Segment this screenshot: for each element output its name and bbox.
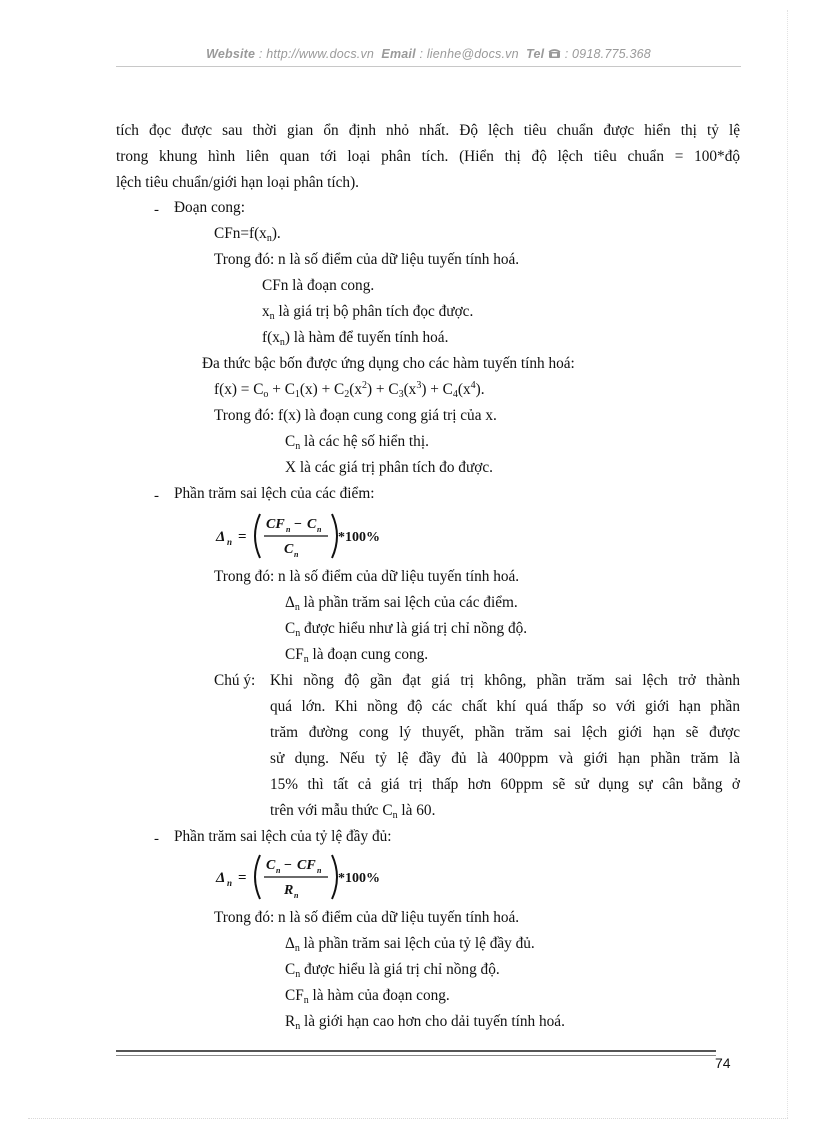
formula-minus: −: [294, 517, 302, 532]
phone-icon: [548, 49, 561, 59]
paragraph-line: trong khung hình liên quan tới loại phân tích. (Hiển thị độ lệch tiêu chuẩn = 100*độ: [116, 148, 740, 165]
paragraph-line: tích đọc được sau thời gian ổn định nhỏ nhất. Độ lệch tiêu chuẩn được hiển thị tỷ lệ: [116, 122, 740, 139]
email-value: : lienhe@docs.vn: [419, 47, 519, 61]
footer-rule-thin: [116, 1055, 716, 1056]
formula-numerator-a: CF: [266, 517, 285, 532]
note-line: quá lớn. Khi nồng độ các chất khí quá thấp so với giới hạn phần: [270, 698, 740, 715]
email-label: Email: [381, 47, 416, 61]
dash-bullet: -: [154, 202, 159, 218]
header-rule: [116, 66, 741, 67]
where-item: $x_n$ là giá trị bộ phân tích đọc được.: [262, 303, 474, 322]
polynomial-formula: $f(x) = C_o + C_1(x) + C_2(x^2) + C_3(x^3) + C_4(x^4)$.: [214, 380, 485, 400]
formula-numerator-a-sub: n: [286, 525, 291, 534]
formula-denominator-sub: n: [294, 891, 299, 900]
cfn-definition: $CFn=f(x_n)$.: [214, 225, 281, 244]
formula-numerator-a: C: [266, 858, 276, 873]
where-line: Trong đó: n là số điểm của dữ liệu tuyến tính hoá.: [214, 909, 520, 926]
note-line: trên với mẫu thức $C_n$ là 60.: [270, 802, 436, 821]
where-item: $CF_n$ là đoạn cung cong.: [285, 646, 429, 665]
formula-tail: *100%: [338, 871, 380, 886]
formula-lhs: Δ: [216, 529, 226, 545]
formula-equals: =: [238, 870, 247, 886]
polynomial-intro: Đa thức bậc bốn được ứng dụng cho các hàm tuyến tính hoá:: [202, 355, 575, 372]
note-label: Chú ý:: [214, 672, 256, 689]
page-edge-bottom: [28, 1118, 788, 1119]
formula-point-deviation: [214, 508, 404, 564]
formula-numerator-a-sub: n: [276, 866, 281, 875]
formula-denominator: C: [284, 542, 294, 557]
formula-lhs-sub: n: [227, 878, 233, 888]
note-line: trăm đường cong lý thuyết, phần trăm sai lệch giới hạn sẽ được: [270, 724, 740, 741]
where-item: $C_n$ là các hệ số hiển thị.: [285, 433, 429, 452]
website-label: Website: [206, 47, 256, 61]
dash-bullet: -: [154, 831, 159, 847]
formula-fullscale-deviation: [214, 849, 404, 905]
tel-label: Tel: [526, 47, 545, 61]
where-item: $\Delta_n$ là phần trăm sai lệch của tỷ lệ đầy đủ.: [285, 935, 535, 954]
tel-value: : 0918.775.368: [564, 47, 651, 61]
bullet-title: Phần trăm sai lệch của các điểm:: [174, 485, 375, 502]
formula-equals: =: [238, 529, 247, 545]
where-item: $f(x_n)$ là hàm để tuyến tính hoá.: [262, 329, 449, 348]
footer-rule: [116, 1050, 716, 1052]
formula-tail: *100%: [338, 530, 380, 545]
paragraph-line: lệch tiêu chuẩn/giới hạn loại phân tích).: [116, 174, 359, 191]
where-item: $\Delta_n$ là phần trăm sai lệch của các điểm.: [285, 594, 518, 613]
note-line: sử dụng. Nếu tỷ lệ đầy đủ là 400ppm và giới hạn phần trăm là: [270, 750, 740, 767]
where-item: $C_n$ được hiểu là giá trị chỉ nồng độ.: [285, 961, 500, 980]
formula-numerator-b: CF: [297, 858, 316, 873]
where-item: X là các giá trị phân tích đo được.: [285, 459, 493, 476]
where-line: Trong đó: n là số điểm của dữ liệu tuyến tính hoá.: [214, 251, 520, 268]
note-line: Khi nồng độ gần đạt giá trị không, phần trăm sai lệch trở thành: [270, 672, 740, 689]
bullet-title: Phần trăm sai lệch của tỷ lệ đầy đủ:: [174, 828, 392, 845]
dash-bullet: -: [154, 488, 159, 504]
page-number: 74: [715, 1055, 731, 1071]
page-header: [116, 47, 741, 61]
where-line: Trong đó: f(x) là đoạn cung cong giá trị của x.: [214, 407, 497, 424]
formula-numerator-b-sub: n: [317, 525, 322, 534]
where-item: $R_n$ là giới hạn cao hơn cho dải tuyến tính hoá.: [285, 1013, 565, 1032]
formula-lhs: Δ: [216, 870, 226, 886]
where-item: $C_n$ được hiểu như là giá trị chỉ nồng độ.: [285, 620, 528, 639]
website-url: : http://www.docs.vn: [258, 47, 375, 61]
page-edge-right: [787, 10, 788, 1118]
formula-numerator-b-sub: n: [317, 866, 322, 875]
formula-denominator-sub: n: [294, 550, 299, 559]
where-item: $CF_n$ là hàm của đoạn cong.: [285, 987, 450, 1006]
formula-numerator-b: C: [307, 517, 317, 532]
formula-minus: −: [284, 858, 292, 873]
formula-denominator: R: [284, 883, 294, 898]
bullet-title: Đoạn cong:: [174, 199, 245, 216]
where-line: Trong đó: n là số điểm của dữ liệu tuyến tính hoá.: [214, 568, 520, 585]
note-line: 15% thì tất cả giá trị thấp hơn 60ppm sẽ sử dụng sự cân bằng ở: [270, 776, 740, 793]
formula-lhs-sub: n: [227, 537, 233, 547]
where-item: CFn là đoạn cong.: [262, 277, 375, 294]
